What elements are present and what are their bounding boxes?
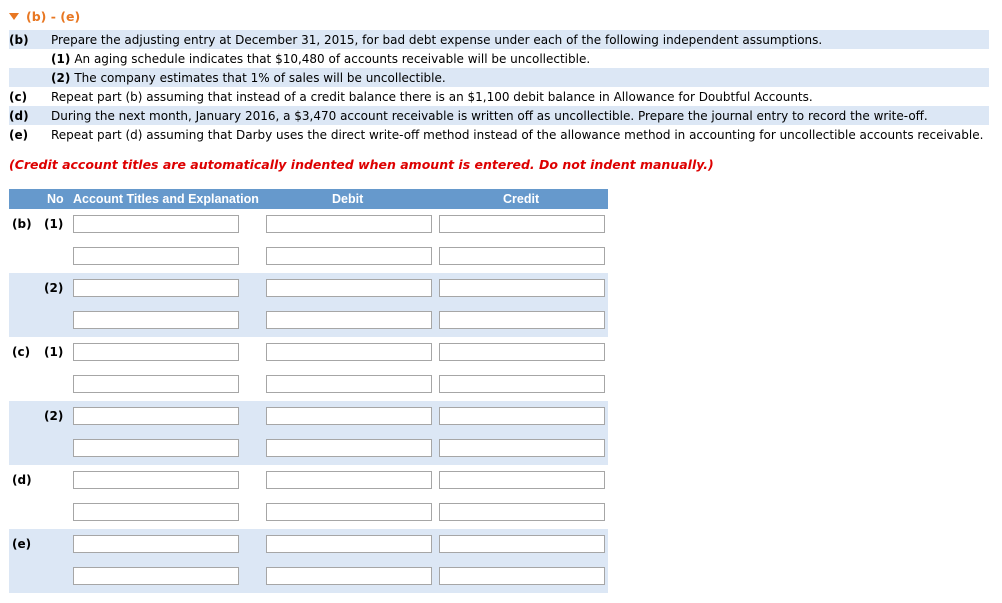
row-part-label: (d) <box>12 473 32 487</box>
instruction-text: During the next month, January 2016, a $3,470 account receivable is written off as uncollectible. Prepare the journal entry to record the write-off. <box>51 108 928 123</box>
debit-input[interactable] <box>266 439 432 457</box>
row-sub-label: (1) <box>44 345 64 359</box>
account-title-input[interactable] <box>73 311 239 329</box>
instruction-text: An aging schedule indicates that $10,480 of accounts receivable will be uncollectible. <box>74 51 591 66</box>
header-no: No <box>47 192 64 206</box>
table-header <box>9 189 608 209</box>
row-sub-label: (1) <box>44 217 64 231</box>
debit-input[interactable] <box>266 503 432 521</box>
instruction-label: (e) <box>9 127 29 142</box>
credit-input[interactable] <box>439 567 605 585</box>
account-title-input[interactable] <box>73 279 239 297</box>
instruction-text: Repeat part (d) assuming that Darby uses the direct write-off method instead of the allowance method in accounting for uncollectible accounts receivable. <box>51 127 984 142</box>
section-title: (b) - (e) <box>26 8 81 24</box>
table-row <box>9 209 608 241</box>
debit-input[interactable] <box>266 247 432 265</box>
credit-input[interactable] <box>439 471 605 489</box>
collapse-triangle-icon[interactable] <box>9 13 19 20</box>
header-credit: Credit <box>503 192 540 206</box>
account-title-input[interactable] <box>73 471 239 489</box>
account-title-input[interactable] <box>73 215 239 233</box>
table-row <box>9 401 608 433</box>
table-row <box>9 337 608 369</box>
table-row <box>9 369 608 401</box>
table-row <box>9 433 608 465</box>
credit-input[interactable] <box>439 503 605 521</box>
account-title-input[interactable] <box>73 247 239 265</box>
credit-input[interactable] <box>439 343 605 361</box>
row-sub-label: (2) <box>44 281 64 295</box>
instruction-text: Repeat part (b) assuming that instead of a credit balance there is an $1,100 debit balance in Allowance for Doubtful Accounts. <box>51 89 813 104</box>
debit-input[interactable] <box>266 311 432 329</box>
credit-input[interactable] <box>439 439 605 457</box>
table-row <box>9 241 608 273</box>
instruction-sub-label: (2) <box>51 70 71 85</box>
credit-input[interactable] <box>439 535 605 553</box>
debit-input[interactable] <box>266 343 432 361</box>
row-part-label: (e) <box>12 537 32 551</box>
debit-input[interactable] <box>266 375 432 393</box>
instructions-list <box>9 30 989 144</box>
indent-note: (Credit account titles are automatically indented when amount is entered. Do not indent manually.) <box>9 157 714 172</box>
instruction-row <box>9 125 989 144</box>
credit-input[interactable] <box>439 247 605 265</box>
table-row <box>9 497 608 529</box>
account-title-input[interactable] <box>73 407 239 425</box>
table-row <box>9 273 608 305</box>
instruction-text: The company estimates that 1% of sales will be uncollectible. <box>74 70 446 85</box>
account-title-input[interactable] <box>73 343 239 361</box>
header-account-titles: Account Titles and Explanation <box>73 192 259 206</box>
account-title-input[interactable] <box>73 503 239 521</box>
credit-input[interactable] <box>439 215 605 233</box>
instruction-label: (c) <box>9 89 28 104</box>
instruction-row <box>9 87 989 106</box>
row-part-label: (b) <box>12 217 32 231</box>
instruction-row <box>9 30 989 49</box>
debit-input[interactable] <box>266 567 432 585</box>
header-debit: Debit <box>332 192 364 206</box>
section-header[interactable] <box>9 8 80 24</box>
table-row <box>9 561 608 593</box>
account-title-input[interactable] <box>73 567 239 585</box>
instruction-row <box>9 106 989 125</box>
account-title-input[interactable] <box>73 535 239 553</box>
debit-input[interactable] <box>266 215 432 233</box>
instruction-row <box>9 49 989 68</box>
credit-input[interactable] <box>439 407 605 425</box>
journal-entry-table <box>9 189 608 593</box>
instruction-label: (b) <box>9 32 29 47</box>
instruction-text: Prepare the adjusting entry at December 31, 2015, for bad debt expense under each of the following independent assumptions. <box>51 32 823 47</box>
table-row <box>9 305 608 337</box>
account-title-input[interactable] <box>73 439 239 457</box>
credit-input[interactable] <box>439 279 605 297</box>
table-body <box>9 209 608 593</box>
table-row <box>9 529 608 561</box>
instruction-sub-label: (1) <box>51 51 71 66</box>
instruction-label: (d) <box>9 108 29 123</box>
credit-input[interactable] <box>439 375 605 393</box>
row-sub-label: (2) <box>44 409 64 423</box>
debit-input[interactable] <box>266 279 432 297</box>
account-title-input[interactable] <box>73 375 239 393</box>
instruction-row <box>9 68 989 87</box>
debit-input[interactable] <box>266 407 432 425</box>
row-part-label: (c) <box>12 345 31 359</box>
table-row <box>9 465 608 497</box>
debit-input[interactable] <box>266 535 432 553</box>
credit-input[interactable] <box>439 311 605 329</box>
debit-input[interactable] <box>266 471 432 489</box>
